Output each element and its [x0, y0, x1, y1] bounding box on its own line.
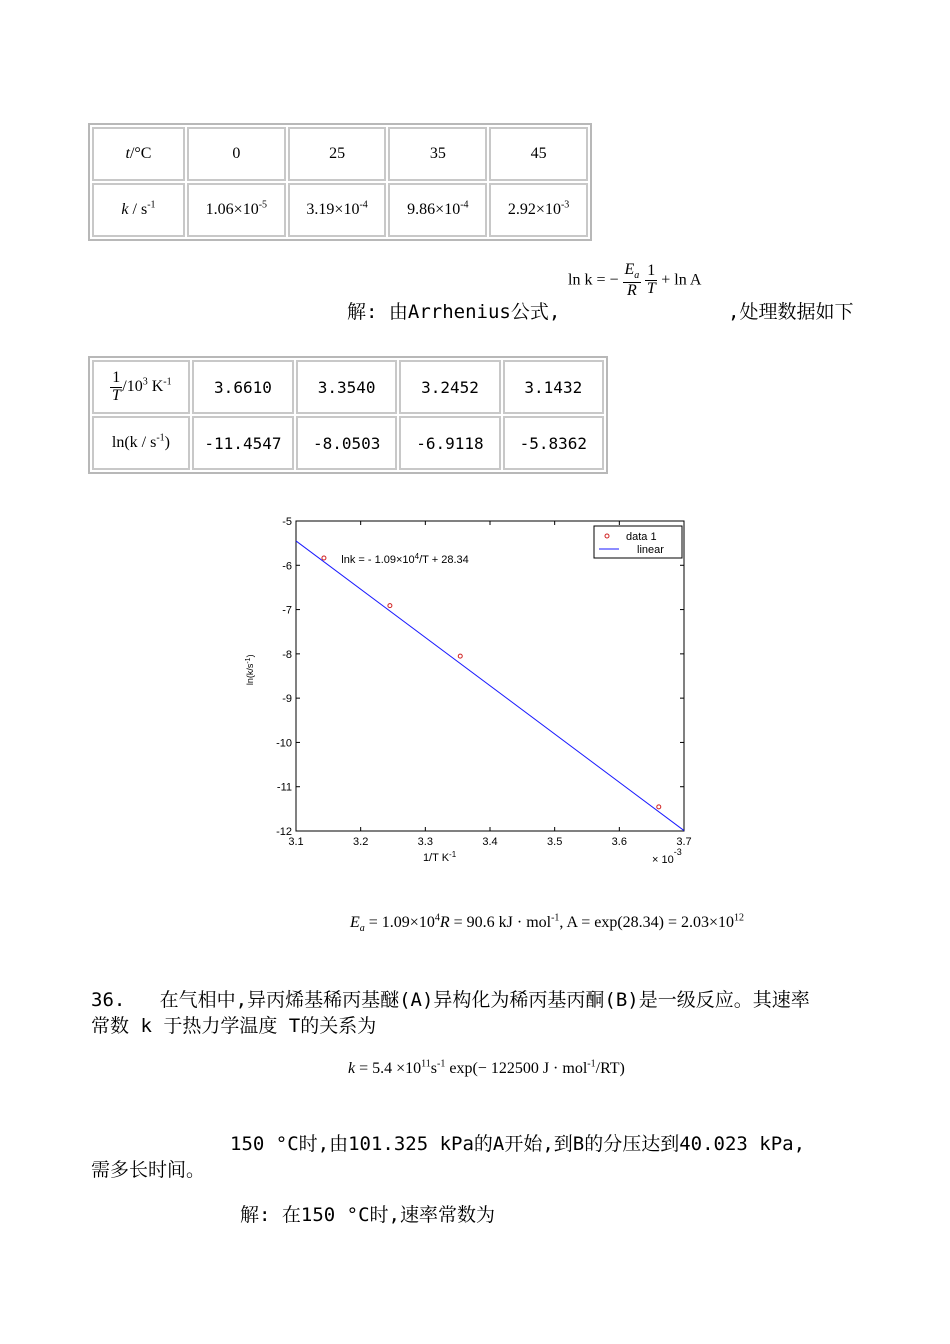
- plot-area: [296, 521, 684, 831]
- processed-data-table: [88, 356, 608, 474]
- problem-36-line-4: 需多长时间。: [91, 1159, 206, 1181]
- legend-label-linear: linear: [637, 544, 664, 556]
- x-tick-label: 3.2: [353, 836, 369, 848]
- table-cell: -5.8362: [503, 416, 604, 470]
- problem-36-line-3: 150 °C时,由101.325 kPa的A开始,到B的分压达到40.023 kPa,: [230, 1133, 806, 1155]
- x-tick-label: 3.6: [611, 836, 627, 848]
- table-cell: $1.06\times 10^{-5}$: [187, 183, 286, 237]
- rate-constant-header: k / $s^{-1}$: [92, 183, 185, 237]
- table-cell: 0: [187, 127, 286, 181]
- lnk-header: $\ln(k / s^{-1})$: [92, 416, 190, 470]
- rate-constant-table: [88, 123, 592, 241]
- table-cell: 25: [288, 127, 387, 181]
- y-tick-label: -7: [282, 604, 292, 617]
- x-tick-label: 3.1: [288, 836, 304, 848]
- x-tick-label: 3.7: [676, 836, 692, 848]
- y-tick-label: -5: [282, 516, 292, 528]
- y-tick-label: -10: [276, 737, 292, 750]
- table-cell: $3.19\times 10^{-4}$: [288, 183, 387, 237]
- y-tick-label: -11: [276, 781, 292, 794]
- table-cell: 3.2452: [399, 360, 500, 414]
- y-tick-label: -9: [282, 693, 292, 706]
- x-tick-label: 3.4: [482, 836, 498, 848]
- y-tick-label: -6: [282, 560, 292, 573]
- table-row: [92, 127, 588, 181]
- table-row: [92, 183, 588, 237]
- y-tick-label: -12: [276, 826, 292, 838]
- table-cell: 35: [388, 127, 487, 181]
- y-tick-label: -8: [282, 648, 292, 661]
- temperature-header: t/°C: [92, 127, 185, 181]
- x-tick-label: 3.3: [417, 836, 433, 848]
- table-row: [92, 416, 604, 470]
- table-cell: -11.4547: [192, 416, 294, 470]
- table-cell: 3.6610: [192, 360, 294, 414]
- table-cell: $9.86\times 10^{-4}$: [388, 183, 487, 237]
- x-axis-label: 1/T $K^{-1}$: [422, 850, 457, 864]
- arrhenius-formula: ln k = − $\frac{E_a}{R}$ $\frac{1}{T}$ + ln A: [568, 261, 702, 299]
- activation-energy-result: $E_a = 1.09\times 10^4R = 90.6$ kJ · mol$^{-1}$, $A = \exp(28.34) = 2.03\times 10^{12}$: [350, 912, 745, 935]
- fit-equation-annotation: lnk = - $1.09\times 10^4/T + 28.34$: [341, 552, 469, 567]
- table-row: [92, 360, 604, 414]
- solution-36-intro: 解: 在150 °C时,速率常数为: [240, 1204, 495, 1226]
- solution-intro-prefix: 解: 由Arrhenius公式,: [347, 301, 561, 323]
- problem-36-line-2: 常数 k 于热力学温度 T的关系为: [91, 1015, 377, 1037]
- arrhenius-plot: [240, 510, 710, 875]
- rate-constant-formula: $k = 5.4 \times 10^{11}s^{-1}$ exp(− 122500 J · mol$^{-1}$/RT): [348, 1058, 625, 1077]
- solution-intro-suffix: ,处理数据如下: [728, 301, 854, 323]
- table-cell: 3.1432: [503, 360, 604, 414]
- x-tick-label: 3.5: [547, 836, 563, 848]
- table-cell: -6.9118: [399, 416, 500, 470]
- table-cell: 3.3540: [296, 360, 397, 414]
- table-cell: $2.92\times 10^{-3}$: [489, 183, 588, 237]
- inverse-temperature-header: $\frac{1}{T}$ $/10^3$ $K^{-1}$: [92, 360, 190, 414]
- x-axis-multiplier: × $10^{-3}$: [652, 847, 682, 866]
- problem-36-line-1: 36. 在气相中,异丙烯基稀丙基醚(A)异构化为稀丙基丙酮(B)是一级反应。其速率: [91, 989, 810, 1011]
- table-cell: 45: [489, 127, 588, 181]
- y-axis-label: $\ln(k/s^{-1})$: [245, 654, 255, 686]
- table-cell: -8.0503: [296, 416, 397, 470]
- legend-label-data: data 1: [626, 531, 657, 543]
